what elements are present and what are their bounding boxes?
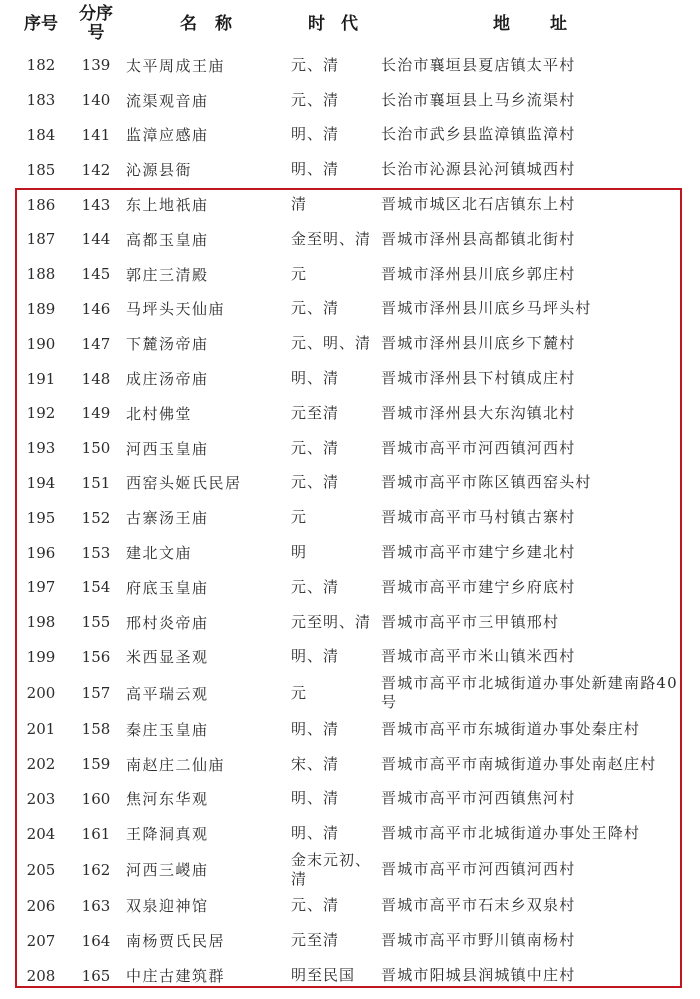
table-row [0, 851, 700, 889]
row-site-name: 成庄汤帝庙 [126, 370, 209, 389]
header-address: 地址 [493, 13, 607, 34]
header-era: 时代 [308, 13, 374, 34]
row-site-name: 高平瑞云观 [126, 684, 209, 703]
header-sub-line1: 分序 [79, 4, 113, 24]
row-site-name: 郭庄三清殿 [126, 265, 209, 284]
row-serial-number: 204 [26, 824, 56, 843]
row-era: 明、清 [291, 125, 340, 144]
row-serial-number: 207 [26, 931, 56, 950]
row-serial-number: 198 [26, 613, 56, 632]
row-address: 晋城市高平市北城街道办事处新建南路40号 [381, 674, 678, 712]
row-serial-number: 184 [26, 125, 56, 144]
table-row [0, 466, 700, 501]
row-address: 晋城市高平市南城街道办事处南赵庄村 [381, 754, 657, 773]
row-sub-serial-number: 151 [81, 473, 111, 492]
row-site-name: 焦河东华观 [126, 790, 209, 809]
row-site-name: 建北文庙 [126, 544, 193, 563]
row-site-name: 高都玉皇庙 [126, 230, 209, 249]
row-sub-serial-number: 147 [81, 334, 111, 353]
table-row [0, 431, 700, 466]
row-serial-number: 206 [26, 896, 56, 915]
row-era: 明、清 [291, 719, 340, 738]
row-era: 明、清 [291, 824, 340, 843]
row-serial-number: 202 [26, 755, 56, 774]
row-sub-serial-number: 163 [81, 896, 111, 915]
row-address: 晋城市泽州县川底乡下麓村 [381, 334, 576, 353]
row-address: 晋城市高平市石末乡双泉村 [381, 896, 576, 915]
row-sub-serial-number: 142 [81, 160, 111, 179]
row-era: 元、清 [291, 90, 340, 109]
row-address: 晋城市高平市野川镇南杨村 [381, 931, 576, 950]
table-row [0, 816, 700, 851]
row-site-name: 邢村炎帝庙 [126, 613, 209, 632]
table-row [0, 396, 700, 431]
row-address: 长治市襄垣县夏店镇太平村 [381, 55, 576, 74]
row-serial-number: 193 [26, 439, 56, 458]
row-era: 元 [291, 264, 308, 283]
row-site-name: 监漳应感庙 [126, 126, 209, 145]
row-era: 元、清 [291, 55, 340, 74]
row-site-name: 中庄古建筑群 [126, 967, 226, 986]
row-address: 晋城市城区北石店镇东上村 [381, 195, 576, 214]
row-sub-serial-number: 139 [81, 56, 111, 75]
row-serial-number: 182 [26, 56, 56, 75]
row-serial-number: 203 [26, 789, 56, 808]
row-serial-number: 201 [26, 720, 56, 739]
table-row [0, 605, 700, 640]
table-row [0, 118, 700, 153]
row-site-name: 北村佛堂 [126, 404, 193, 423]
table-row [0, 257, 700, 292]
row-era: 金至明、清 [291, 229, 372, 248]
table-header [0, 0, 700, 48]
row-era: 元 [291, 508, 308, 527]
row-era: 元、清 [291, 473, 340, 492]
row-serial-number: 197 [26, 578, 56, 597]
row-era: 元、清 [291, 577, 340, 596]
table-row [0, 187, 700, 222]
table-row [0, 782, 700, 817]
row-site-name: 南赵庄二仙庙 [126, 755, 226, 774]
row-serial-number: 199 [26, 647, 56, 666]
row-address: 晋城市高平市建宁乡建北村 [381, 543, 576, 562]
row-serial-number: 187 [26, 230, 56, 249]
row-era: 元至清 [291, 403, 340, 422]
row-serial-number: 188 [26, 265, 56, 284]
row-site-name: 米西显圣观 [126, 648, 209, 667]
row-address: 晋城市高平市河西镇河西村 [381, 860, 576, 879]
row-serial-number: 189 [26, 299, 56, 318]
row-sub-serial-number: 145 [81, 265, 111, 284]
row-serial-number: 192 [26, 404, 56, 423]
row-era: 元至明、清 [291, 612, 372, 631]
row-era: 元至清 [291, 931, 340, 950]
row-sub-serial-number: 146 [81, 299, 111, 318]
row-era: 清 [291, 195, 308, 214]
table-row [0, 958, 700, 993]
row-era: 宋、清 [291, 754, 340, 773]
row-era: 元、明、清 [291, 334, 372, 353]
row-sub-serial-number: 165 [81, 966, 111, 985]
row-serial-number: 208 [26, 966, 56, 985]
table-row [0, 535, 700, 570]
row-sub-serial-number: 152 [81, 508, 111, 527]
row-address: 晋城市高平市东城街道办事处秦庄村 [381, 719, 641, 738]
row-site-name: 王降洞真观 [126, 825, 209, 844]
row-era: 金末元初、清 [291, 850, 372, 888]
header-name: 名称 [180, 13, 250, 34]
row-address: 长治市武乡县监漳镇监漳村 [381, 125, 576, 144]
row-era: 明、清 [291, 647, 340, 666]
row-site-name: 府底玉皇庙 [126, 578, 209, 597]
header-sub-line2: 号 [87, 23, 105, 43]
table-row [0, 640, 700, 675]
row-era: 明至民国 [291, 966, 356, 985]
row-address: 长治市沁源县沁河镇城西村 [381, 160, 576, 179]
row-era: 明、清 [291, 160, 340, 179]
row-sub-serial-number: 160 [81, 789, 111, 808]
row-address: 晋城市高平市米山镇米西村 [381, 647, 576, 666]
row-address: 晋城市高平市河西镇河西村 [381, 438, 576, 457]
row-era: 元、清 [291, 299, 340, 318]
row-address: 晋城市泽州县高都镇北街村 [381, 229, 576, 248]
row-address: 晋城市高平市建宁乡府底村 [381, 577, 576, 596]
row-sub-serial-number: 143 [81, 195, 111, 214]
row-era: 明、清 [291, 369, 340, 388]
row-address: 晋城市泽州县川底乡郭庄村 [381, 264, 576, 283]
table-row [0, 570, 700, 605]
row-serial-number: 186 [26, 195, 56, 214]
row-serial-number: 196 [26, 543, 56, 562]
row-sub-serial-number: 141 [81, 125, 111, 144]
table-row [0, 500, 700, 535]
row-site-name: 下麓汤帝庙 [126, 335, 209, 354]
table-row [0, 83, 700, 118]
row-site-name: 河西玉皇庙 [126, 439, 209, 458]
table-row [0, 712, 700, 747]
row-serial-number: 200 [26, 684, 56, 703]
table-row [0, 152, 700, 187]
row-era: 元 [291, 683, 308, 702]
row-serial-number: 194 [26, 473, 56, 492]
row-site-name: 流渠观音庙 [126, 91, 209, 110]
row-sub-serial-number: 162 [81, 860, 111, 879]
row-era: 元、清 [291, 438, 340, 457]
row-era: 元、清 [291, 896, 340, 915]
row-site-name: 马坪头天仙庙 [126, 300, 226, 319]
row-era: 明、清 [291, 789, 340, 808]
table-row [0, 361, 700, 396]
row-sub-serial-number: 155 [81, 613, 111, 632]
table-row [0, 923, 700, 958]
row-site-name: 秦庄玉皇庙 [126, 720, 209, 739]
row-site-name: 双泉迎神馆 [126, 897, 209, 916]
row-site-name: 东上地祇庙 [126, 196, 209, 215]
row-address: 晋城市泽州县大东沟镇北村 [381, 403, 576, 422]
row-sub-serial-number: 156 [81, 647, 111, 666]
table-row [0, 326, 700, 361]
table-row [0, 889, 700, 924]
table-row [0, 222, 700, 257]
row-site-name: 河西三嵕庙 [126, 861, 209, 880]
table-row [0, 292, 700, 327]
row-site-name: 南杨贾氏民居 [126, 932, 226, 951]
table-row [0, 747, 700, 782]
row-address: 晋城市高平市陈区镇西窑头村 [381, 473, 592, 492]
row-address: 长治市襄垣县上马乡流渠村 [381, 90, 576, 109]
row-sub-serial-number: 157 [81, 684, 111, 703]
row-serial-number: 195 [26, 508, 56, 527]
row-sub-serial-number: 150 [81, 439, 111, 458]
row-serial-number: 190 [26, 334, 56, 353]
row-sub-serial-number: 144 [81, 230, 111, 249]
row-sub-serial-number: 161 [81, 824, 111, 843]
row-address: 晋城市高平市马村镇古寨村 [381, 508, 576, 527]
row-site-name: 古寨汤王庙 [126, 509, 209, 528]
row-site-name: 沁源县衙 [126, 161, 193, 180]
row-site-name: 西窑头姬氏民居 [126, 474, 242, 493]
table-row [0, 48, 700, 83]
row-serial-number: 185 [26, 160, 56, 179]
row-sub-serial-number: 158 [81, 720, 111, 739]
row-era: 明 [291, 543, 308, 562]
row-address: 晋城市高平市北城街道办事处王降村 [381, 824, 641, 843]
table-row [0, 674, 700, 712]
row-serial-number: 183 [26, 91, 56, 110]
row-sub-serial-number: 159 [81, 755, 111, 774]
row-address: 晋城市高平市河西镇焦河村 [381, 789, 576, 808]
row-sub-serial-number: 164 [81, 931, 111, 950]
row-address: 晋城市泽州县下村镇成庄村 [381, 369, 576, 388]
row-serial-number: 205 [26, 860, 56, 879]
row-site-name: 太平周成王庙 [126, 56, 226, 75]
row-sub-serial-number: 140 [81, 91, 111, 110]
row-address: 晋城市阳城县润城镇中庄村 [381, 966, 576, 985]
row-serial-number: 191 [26, 369, 56, 388]
row-sub-serial-number: 148 [81, 369, 111, 388]
row-address: 晋城市泽州县川底乡马坪头村 [381, 299, 592, 318]
row-sub-serial-number: 153 [81, 543, 111, 562]
header-serial-number: 序号 [24, 13, 58, 34]
header-sub-serial-number [70, 0, 122, 48]
row-sub-serial-number: 149 [81, 404, 111, 423]
row-sub-serial-number: 154 [81, 578, 111, 597]
row-address: 晋城市高平市三甲镇邢村 [381, 612, 560, 631]
